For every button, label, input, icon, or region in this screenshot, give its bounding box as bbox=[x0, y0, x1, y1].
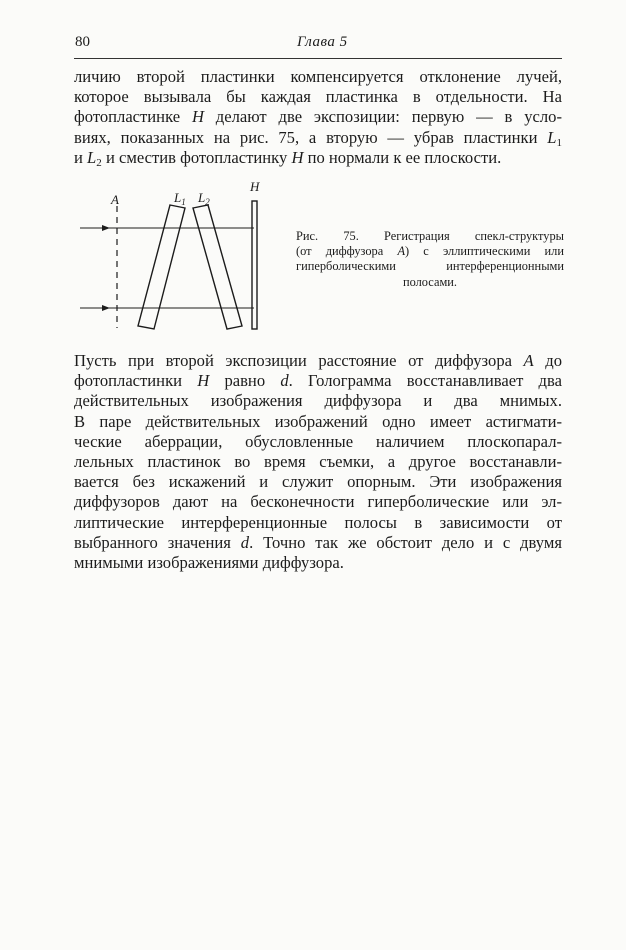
plate-l1 bbox=[138, 205, 185, 329]
text-line: фотопластинке H делают две экспозиции: первую — в усло- bbox=[74, 107, 562, 127]
text-line: диффузоров дают на бесконечности гиперболические или эл- bbox=[74, 492, 562, 512]
text-line: Пусть при второй экспозиции расстояние от диффузора A до bbox=[74, 351, 562, 370]
text-line: В паре действительных изображений одно имеет астигмати- bbox=[74, 411, 562, 431]
photoplate-h bbox=[252, 201, 257, 329]
caption-line: полосами. bbox=[402, 274, 458, 289]
text-line: действительных изображения диффузора и два мнимых. bbox=[74, 391, 562, 411]
text-line: фотопластинки H равно d. Голограмма восстанавливает два bbox=[74, 371, 562, 391]
figure-caption bbox=[296, 229, 564, 290]
page-number: 80 bbox=[75, 34, 90, 50]
figure-label-a: A bbox=[111, 192, 119, 207]
caption-line: (от диффузора A) с эллиптическими или bbox=[296, 244, 564, 259]
figure-75-diagram bbox=[68, 176, 278, 336]
text-line: мнимыми изображениями диффузора. bbox=[74, 553, 344, 573]
text-line: липтические интерференционные полосы в зависимости от bbox=[74, 512, 562, 532]
text-line: личию второй пластинки компенсируется отклонение лучей, bbox=[74, 67, 562, 86]
figure-label-l2: $L_2$ bbox=[198, 190, 210, 207]
paragraph-2 bbox=[74, 351, 562, 573]
text-line: которое вызывала бы каждая пластинка в отдельности. На bbox=[74, 87, 562, 107]
text-line: виях, показанных на рис. 75, а вторую — убрав пластинки $L_1$ bbox=[74, 127, 562, 149]
text-line: вается без искажений и служит опорным. Эти изображения bbox=[74, 472, 562, 492]
caption-line: гиперболическими интерференционными bbox=[296, 259, 564, 274]
header-rule bbox=[74, 58, 562, 59]
ray-arrow-lower bbox=[102, 305, 110, 311]
paragraph-1 bbox=[74, 67, 562, 168]
ray-arrow-upper bbox=[102, 225, 110, 231]
plate-l2 bbox=[193, 205, 242, 329]
text-line: выбранного значения d. Точно так же обстоит дело и с двумя bbox=[74, 532, 562, 552]
text-line: ческие аберрации, обусловленные наличием плоскопарал- bbox=[74, 431, 562, 451]
figure-label-h: H bbox=[250, 179, 260, 194]
figure-label-l1: $L_1$ bbox=[174, 190, 186, 207]
caption-line: Рис. 75. Регистрация спекл-структуры bbox=[296, 229, 564, 243]
running-head: Глава 5 bbox=[297, 34, 348, 50]
text-line: и $L_2$ и сместив фотопластинку H по нормали к ее плоскости. bbox=[74, 147, 502, 169]
text-line: лельных пластинок во время съемки, а другое восстанавли- bbox=[74, 452, 562, 472]
